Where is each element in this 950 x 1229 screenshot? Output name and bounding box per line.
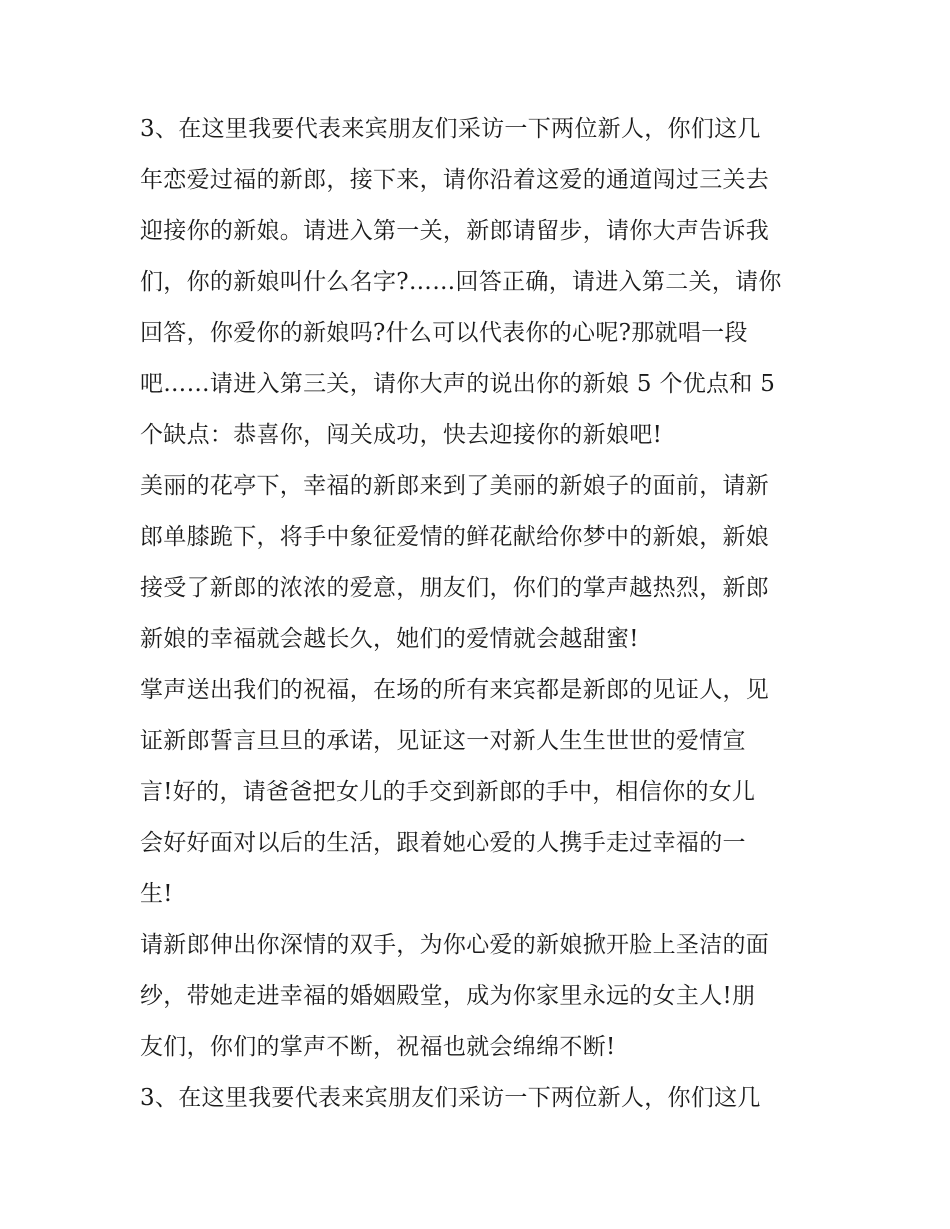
text-line: 个缺点：恭喜你，闯关成功，快去迎接你的新娘吧!: [140, 422, 663, 448]
text-line: 回答，你爱你的新娘吗?什么可以代表你的心呢?那就唱一段: [140, 320, 748, 346]
text-line: 言!好的，请爸爸把女儿的手交到新郎的手中，相信你的女儿: [140, 779, 756, 805]
document-body: [140, 104, 820, 1124]
text-line: 们，你的新娘叫什么名字?……回答正确，请进入第二关，请你: [140, 269, 782, 295]
text-line: 友们，你们的掌声不断，祝福也就会绵绵不断!: [140, 1034, 616, 1060]
text-line: 美丽的花亭下，幸福的新郎来到了美丽的新娘子的面前，请新: [140, 473, 770, 499]
text-line: 郎单膝跪下，将手中象征爱情的鲜花献给你梦中的新娘，新娘: [140, 524, 770, 550]
text-line: 新娘的幸福就会越长久，她们的爱情就会越甜蜜!: [140, 626, 639, 652]
text-line: 吧……请进入第三关，请你大声的说出你的新娘 5 个优点和 5: [140, 371, 776, 397]
text-line: 纱，带她走进幸福的婚姻殿堂，成为你家里永远的女主人!朋: [140, 983, 756, 1009]
text-line: 掌声送出我们的祝福，在场的所有来宾都是新郎的见证人，见: [140, 677, 770, 703]
text-line: 3、在这里我要代表来宾朋友们采访一下两位新人，你们这几: [140, 116, 761, 142]
text-line: 生!: [140, 881, 173, 907]
text-line: 迎接你的新娘。请进入第一关，新郎请留步，请你大声告诉我: [140, 218, 770, 244]
text-line: 接受了新郎的浓浓的爱意，朋友们，你们的掌声越热烈，新郎: [140, 575, 770, 601]
text-line: 请新郎伸出你深情的双手，为你心爱的新娘掀开脸上圣洁的面: [140, 932, 770, 958]
text-line: 证新郎誓言旦旦的承诺，见证这一对新人生生世世的爱情宣: [140, 728, 746, 754]
text-line: 会好好面对以后的生活，跟着她心爱的人携手走过幸福的一: [140, 830, 746, 856]
text-line: 3、在这里我要代表来宾朋友们采访一下两位新人，你们这几: [140, 1085, 761, 1111]
text-line: 年恋爱过福的新郎，接下来，请你沿着这爱的通道闯过三关去: [140, 167, 770, 193]
